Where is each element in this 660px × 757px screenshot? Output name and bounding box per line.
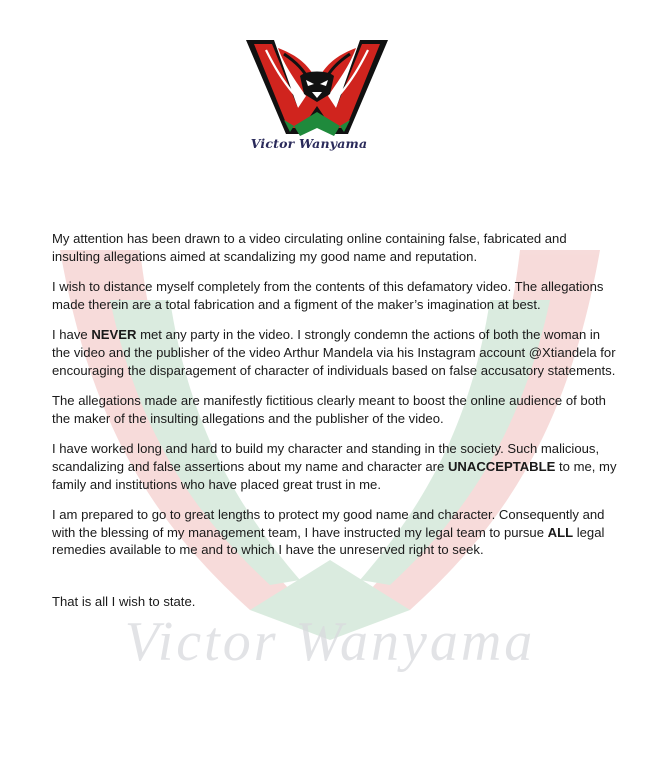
watermark-name: Victor Wanyama: [124, 611, 536, 673]
paragraph-5: I have worked long and hard to build my character and standing in the society. Such malicious, scandalizing and false assertions about my name and character are UNACCEPTABLE to me, my family and institutions who have placed great trust in me.: [52, 441, 617, 492]
w-lion-logo-icon: [244, 36, 390, 141]
victor-wanyama-logo: [244, 36, 390, 141]
closing-line: That is all I wish to state.: [52, 594, 196, 609]
emphasis-all: ALL: [547, 524, 574, 540]
logo-name-text: Victor Wanyama: [250, 136, 368, 151]
statement-body: [52, 230, 618, 572]
paragraph-3: I have NEVER met any party in the video. I strongly condemn the actions of both the woman in the video and the publisher of the video Arthur Mandela via his Instagram account @Xtiandela for encouraging the disparagement of character of individuals based on false accusatory statements.: [52, 327, 616, 378]
paragraph-2: I wish to distance myself completely from the contents of this defamatory video. The allegations made therein are a total fabrication and a figment of the maker’s imagination at best.: [52, 279, 604, 312]
emphasis-never: NEVER: [91, 327, 137, 343]
paragraph-4: The allegations made are manifestly fictitious clearly meant to boost the online audience of both the maker of the insulting allegations and the publisher of the video.: [52, 393, 606, 426]
emphasis-unacceptable: UNACCEPTABLE: [447, 458, 556, 474]
paragraph-1: My attention has been drawn to a video circulating online containing false, fabricated and insulting allegations aimed at scandalizing my good name and reputation.: [52, 231, 567, 264]
paragraph-6: I am prepared to go to great lengths to protect my good name and character. Consequently and with the blessing of my management team, I have instructed my legal team to pursue ALL legal remedies available to me and to which I have the unreserved right to seek.: [52, 507, 605, 558]
